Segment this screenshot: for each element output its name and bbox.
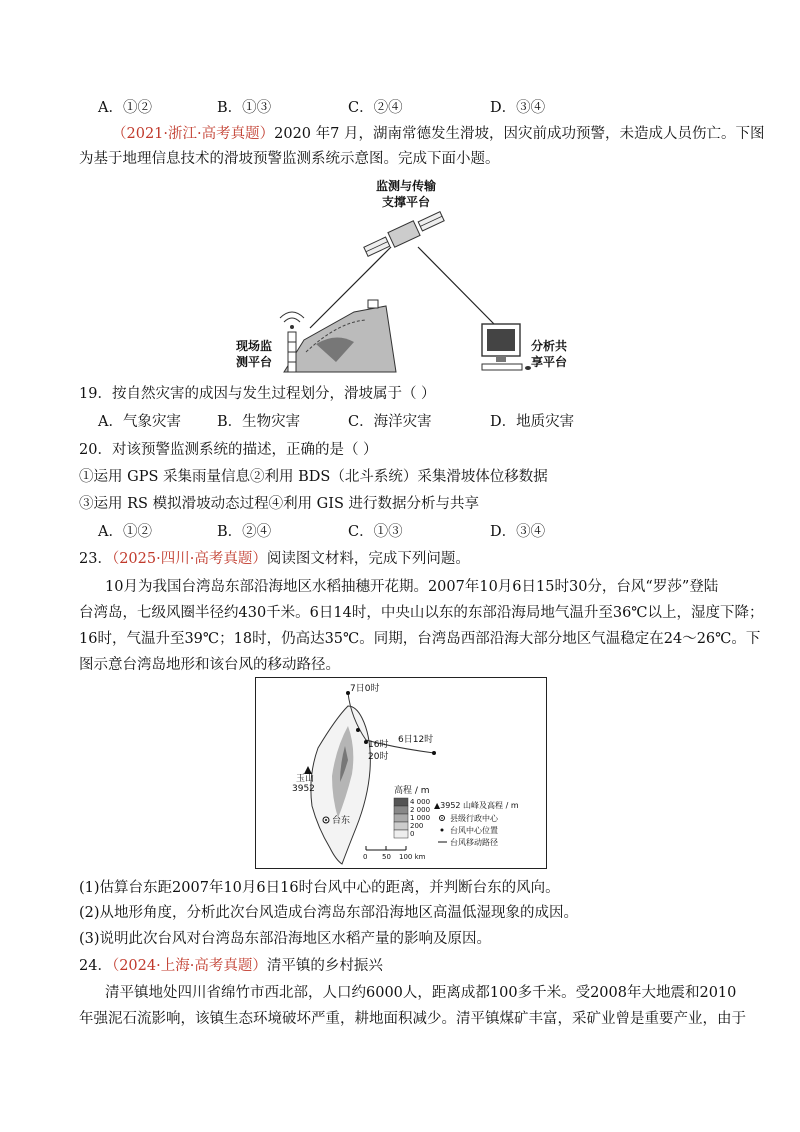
q23-number: 23．	[79, 551, 112, 567]
city-name: 台东	[332, 816, 351, 826]
elevation-title: 高程 / m	[394, 786, 430, 796]
share-platform-label	[524, 338, 574, 370]
q20-option-b: B．②④	[217, 524, 272, 540]
q18-option-d: D．③④	[490, 100, 546, 116]
q23-header	[79, 549, 470, 569]
q20-line2: ③运用 RS 模拟滑坡动态过程④利用 GIS 进行数据分析与共享	[79, 496, 480, 512]
q23-sub2: (2)从地形角度，分析此次台风造成台湾岛东部沿海地区高温低湿现象的成因。	[79, 905, 579, 921]
q23-lead: 阅读图文材料，完成下列问题。	[266, 551, 470, 567]
elevation-4000: 4 000	[410, 798, 431, 806]
link-line-share	[418, 247, 494, 324]
scale-50: 50	[382, 853, 391, 861]
peak-icon	[304, 766, 312, 774]
share-label-line2: 享平台	[530, 355, 567, 369]
q23-paragraph-line2: 台湾岛，七级风圈半径约430千米。6日14时，中央山以东的东部沿海局地气温升至36℃以上，湿度下降；	[79, 605, 764, 621]
q19-option-d: D．地质灾害	[490, 414, 575, 430]
satellite-label-line2: 支撑平台	[381, 195, 430, 209]
q24-title: 清平镇的乡村振兴	[266, 958, 383, 974]
peak-height: 3952	[292, 784, 315, 794]
elevation-0: 0	[410, 830, 415, 838]
peak-name: 玉山	[296, 774, 315, 784]
legend-peak: ▲3952 山峰及高程 / m	[434, 801, 519, 810]
q23-source-tag: （2025·四川·高考真题）	[111, 551, 267, 567]
q24-paragraph-line2: 年强泥石流影响，该镇生态环境破坏严重，耕地面积减少。清平镇煤矿丰富，采矿业曾是重要产业，由于	[79, 1011, 746, 1027]
q20-option-c: C．①③	[348, 524, 403, 540]
legend-typhoon-path: 台风移动路径	[450, 838, 498, 847]
typhoon-center-20h	[356, 728, 360, 732]
q24-header	[79, 956, 383, 976]
elevation-1000: 1 000	[410, 814, 431, 822]
landslide-monitoring-diagram	[226, 172, 582, 380]
legend-typhoon-center: 台风中心位置	[450, 826, 498, 835]
elevation-200: 200	[410, 822, 424, 830]
typhoon-center-6d12h	[432, 751, 436, 755]
q20-option-a: A．①②	[98, 524, 152, 540]
map-graphics	[256, 678, 546, 868]
q19-option-c: C．海洋灾害	[348, 414, 432, 430]
site-label-line2: 测平台	[235, 355, 272, 369]
q20-line1: ①运用 GPS 采集雨量信息②利用 BDS（北斗系统）采集滑坡体位移数据	[79, 469, 548, 485]
q18-option-c: C．②④	[348, 100, 403, 116]
share-label-line1: 分析共	[530, 339, 567, 353]
q20-option-d: D．③④	[490, 524, 546, 540]
intro1-line2: 为基于地理信息技术的滑坡预警监测系统示意图。完成下面小题。	[79, 151, 500, 167]
satellite-label-line1: 监测与传输	[375, 179, 436, 193]
legend-county-center: 县级行政中心	[450, 814, 498, 823]
time-label-20h: 20时	[368, 752, 389, 762]
time-label-7d0h: 7日0时	[350, 684, 380, 694]
q19-stem: 19．按自然灾害的成因与发生过程划分，滑坡属于（ ）	[79, 386, 436, 402]
q19-option-a: A．气象灾害	[98, 414, 181, 430]
site-label-line1: 现场监	[235, 339, 272, 353]
time-label-16h: 16时	[368, 740, 389, 750]
q18-option-a: A．①②	[98, 100, 152, 116]
scale-100km: 100 km	[399, 853, 426, 861]
q23-paragraph-line1: 10月为我国台湾岛东部沿海地区水稻抽穗开花期。2007年10月6日15时30分，台风“罗莎”登陆	[105, 579, 719, 595]
elevation-2000: 2 000	[410, 806, 431, 814]
intro1-line1	[112, 124, 764, 144]
q20-stem: 20．对该预警监测系统的描述，正确的是（ ）	[79, 442, 378, 458]
slope-icon	[284, 300, 396, 372]
source-tag: （2021·浙江·高考真题）	[112, 126, 275, 142]
satellite-icon	[363, 209, 446, 259]
site-platform-label	[226, 338, 282, 370]
time-label-6d12h: 6日12时	[398, 735, 434, 745]
q23-paragraph-line3: 16时，气温升至39℃；18时，仍高达35℃。同期，台湾岛西部沿海大部分地区气温稳定在24～26℃。下	[79, 631, 761, 647]
q24-source-tag: （2024·上海·高考真题）	[111, 958, 267, 974]
q23-paragraph-line4: 图示意台湾岛地形和该台风的移动路径。	[79, 657, 340, 673]
q23-sub1: (1)估算台东距2007年10月6日16时台风中心的距离，并判断台东的风向。	[79, 880, 560, 896]
q24-paragraph-line1: 清平镇地处四川省绵竹市西北部，人口约6000人，距离成都100多千米。受2008年大地震和2010	[105, 985, 737, 1001]
taiwan-typhoon-map	[255, 677, 547, 869]
scale-0: 0	[363, 853, 368, 861]
q24-number: 24．	[79, 958, 112, 974]
q18-option-b: B．①③	[217, 100, 272, 116]
q23-sub3: (3)说明此次台风对台湾岛东部沿海地区水稻产量的影响及原因。	[79, 931, 492, 947]
intro1-text1: 2020 年7 月，湖南常德发生滑坡，因灾前成功预警，未造成人员伤亡。下图	[274, 126, 765, 142]
q19-option-b: B．生物灾害	[217, 414, 301, 430]
